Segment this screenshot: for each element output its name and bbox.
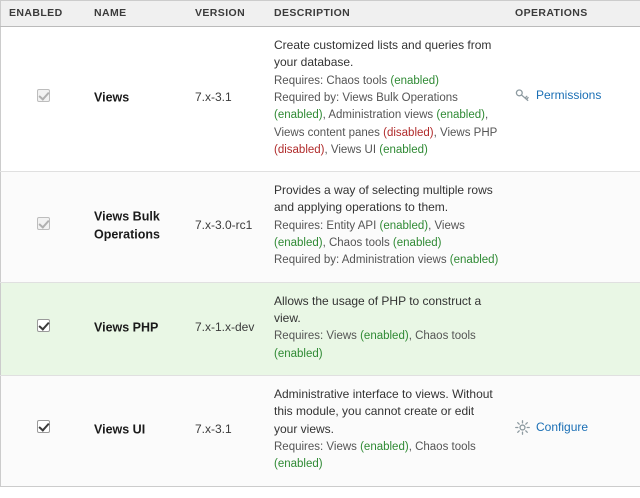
operation-label: Configure	[536, 419, 589, 434]
dependency-state: (enabled)	[274, 109, 323, 122]
module-required_by: Required by: Views Bulk Operations (enabled), Administration views (enabled), Views content panes (disabled), Views PHP (disabled), Views UI (enabled)	[274, 92, 498, 156]
dependency-name: Chaos tools	[328, 237, 390, 250]
module-requires: Requires: Views (enabled), Chaos tools (enabled)	[274, 441, 476, 471]
cell-description	[266, 27, 507, 172]
cell-description	[266, 172, 507, 283]
table-row	[1, 375, 640, 486]
dependency-state: (enabled)	[379, 219, 429, 232]
permissions-link[interactable]	[515, 87, 601, 104]
cell-operations	[507, 375, 640, 486]
requires-prefix: Requires:	[274, 330, 327, 343]
dependency-state: (enabled)	[274, 347, 323, 360]
cell-description	[266, 282, 507, 375]
module-name: Views Bulk Operations	[94, 209, 160, 242]
configure-link[interactable]	[515, 419, 588, 436]
dependency-name: Entity API	[326, 219, 377, 232]
dependency-state: (enabled)	[390, 74, 439, 87]
cell-description	[266, 375, 507, 486]
dependency-name: Administration views	[341, 254, 447, 267]
cell-enabled	[1, 282, 87, 375]
dependency-state: (enabled)	[449, 254, 499, 267]
dependency-name: Chaos tools	[415, 441, 476, 454]
cell-name	[86, 27, 187, 172]
module-name: Views UI	[94, 422, 146, 437]
dependency-name: Views content panes	[274, 126, 380, 139]
dependency-name: Views	[326, 330, 357, 343]
dependency-name: Views UI	[330, 143, 377, 156]
enable-module-checkbox	[37, 217, 50, 230]
dependency-state: (disabled)	[274, 143, 325, 156]
dependency-name: Chaos tools	[415, 330, 476, 343]
column-header-name: NAME	[86, 1, 187, 27]
requires-prefix: Requires:	[274, 441, 327, 454]
key-icon	[515, 88, 530, 103]
table-row	[1, 27, 640, 172]
cell-enabled	[1, 172, 87, 283]
column-header-enabled: ENABLED	[1, 1, 87, 27]
cell-operations	[507, 282, 640, 375]
dependency-state: (enabled)	[360, 441, 409, 454]
operation-label: Permissions	[536, 88, 602, 103]
module-version: 7.x-3.0-rc1	[195, 218, 253, 233]
cell-name	[86, 172, 187, 283]
table-header	[1, 1, 640, 27]
module-version: 7.x-3.1	[195, 421, 232, 436]
dependency-name: Views PHP	[440, 126, 498, 139]
table-row	[1, 172, 640, 283]
module-description: Provides a way of selecting multiple rows and applying operations to them.	[274, 183, 493, 215]
cell-operations	[507, 172, 640, 283]
cell-operations	[507, 27, 640, 172]
dependency-state: (enabled)	[392, 237, 442, 250]
module-requires	[274, 73, 499, 90]
operations-empty	[515, 225, 640, 226]
module-requires: Requires: Entity API (enabled), Views (enabled), Chaos tools (enabled)	[274, 219, 465, 250]
module-name: Views	[94, 90, 130, 105]
cell-version	[187, 375, 266, 486]
dependency-name: Views Bulk Operations	[342, 92, 458, 105]
table-body	[1, 27, 640, 487]
cell-enabled	[1, 375, 87, 486]
cell-enabled	[1, 27, 87, 172]
gear-icon	[515, 420, 530, 435]
requires-prefix: Requires:	[274, 74, 327, 87]
column-header-operations: OPERATIONS	[507, 1, 640, 27]
dependency-state: (enabled)	[379, 143, 428, 156]
module-requires: Requires: Views (enabled), Chaos tools (enabled)	[274, 330, 476, 360]
cell-version	[187, 27, 266, 172]
module-description: Allows the usage of PHP to construct a view.	[274, 293, 482, 325]
dependency-state: (enabled)	[274, 237, 323, 250]
dependency-state: (disabled)	[383, 126, 434, 139]
module-required_by	[274, 252, 499, 269]
requires-prefix: Requires:	[274, 219, 327, 232]
enable-module-checkbox[interactable]	[37, 420, 50, 433]
cell-name	[86, 282, 187, 375]
required_by-prefix: Required by:	[274, 254, 342, 267]
dependency-name: Administration views	[328, 109, 434, 122]
column-header-description: DESCRIPTION	[266, 1, 507, 27]
cell-version	[187, 172, 266, 283]
dependency-state: (enabled)	[360, 330, 409, 343]
required_by-prefix: Required by:	[274, 92, 343, 105]
cell-name	[86, 375, 187, 486]
cell-version	[187, 282, 266, 375]
dependency-name: Views	[326, 441, 357, 454]
dependency-state: (enabled)	[436, 109, 485, 122]
dependency-name: Views	[434, 219, 465, 232]
module-name: Views PHP	[94, 320, 159, 335]
module-version: 7.x-3.1	[195, 90, 232, 105]
module-description: Administrative interface to views. Without this module, you cannot create or edit your views.	[274, 386, 493, 436]
dependency-state: (enabled)	[274, 458, 323, 471]
module-description: Create customized lists and queries from your database.	[274, 38, 492, 70]
enable-module-checkbox[interactable]	[37, 319, 50, 332]
dependency-name: Chaos tools	[326, 74, 388, 87]
module-version: 7.x-1.x-dev	[195, 320, 255, 334]
table-header-row	[1, 1, 640, 27]
operations-empty	[515, 327, 640, 328]
enable-module-checkbox	[37, 89, 50, 102]
column-header-version: VERSION	[187, 1, 266, 27]
table-row	[1, 282, 640, 375]
